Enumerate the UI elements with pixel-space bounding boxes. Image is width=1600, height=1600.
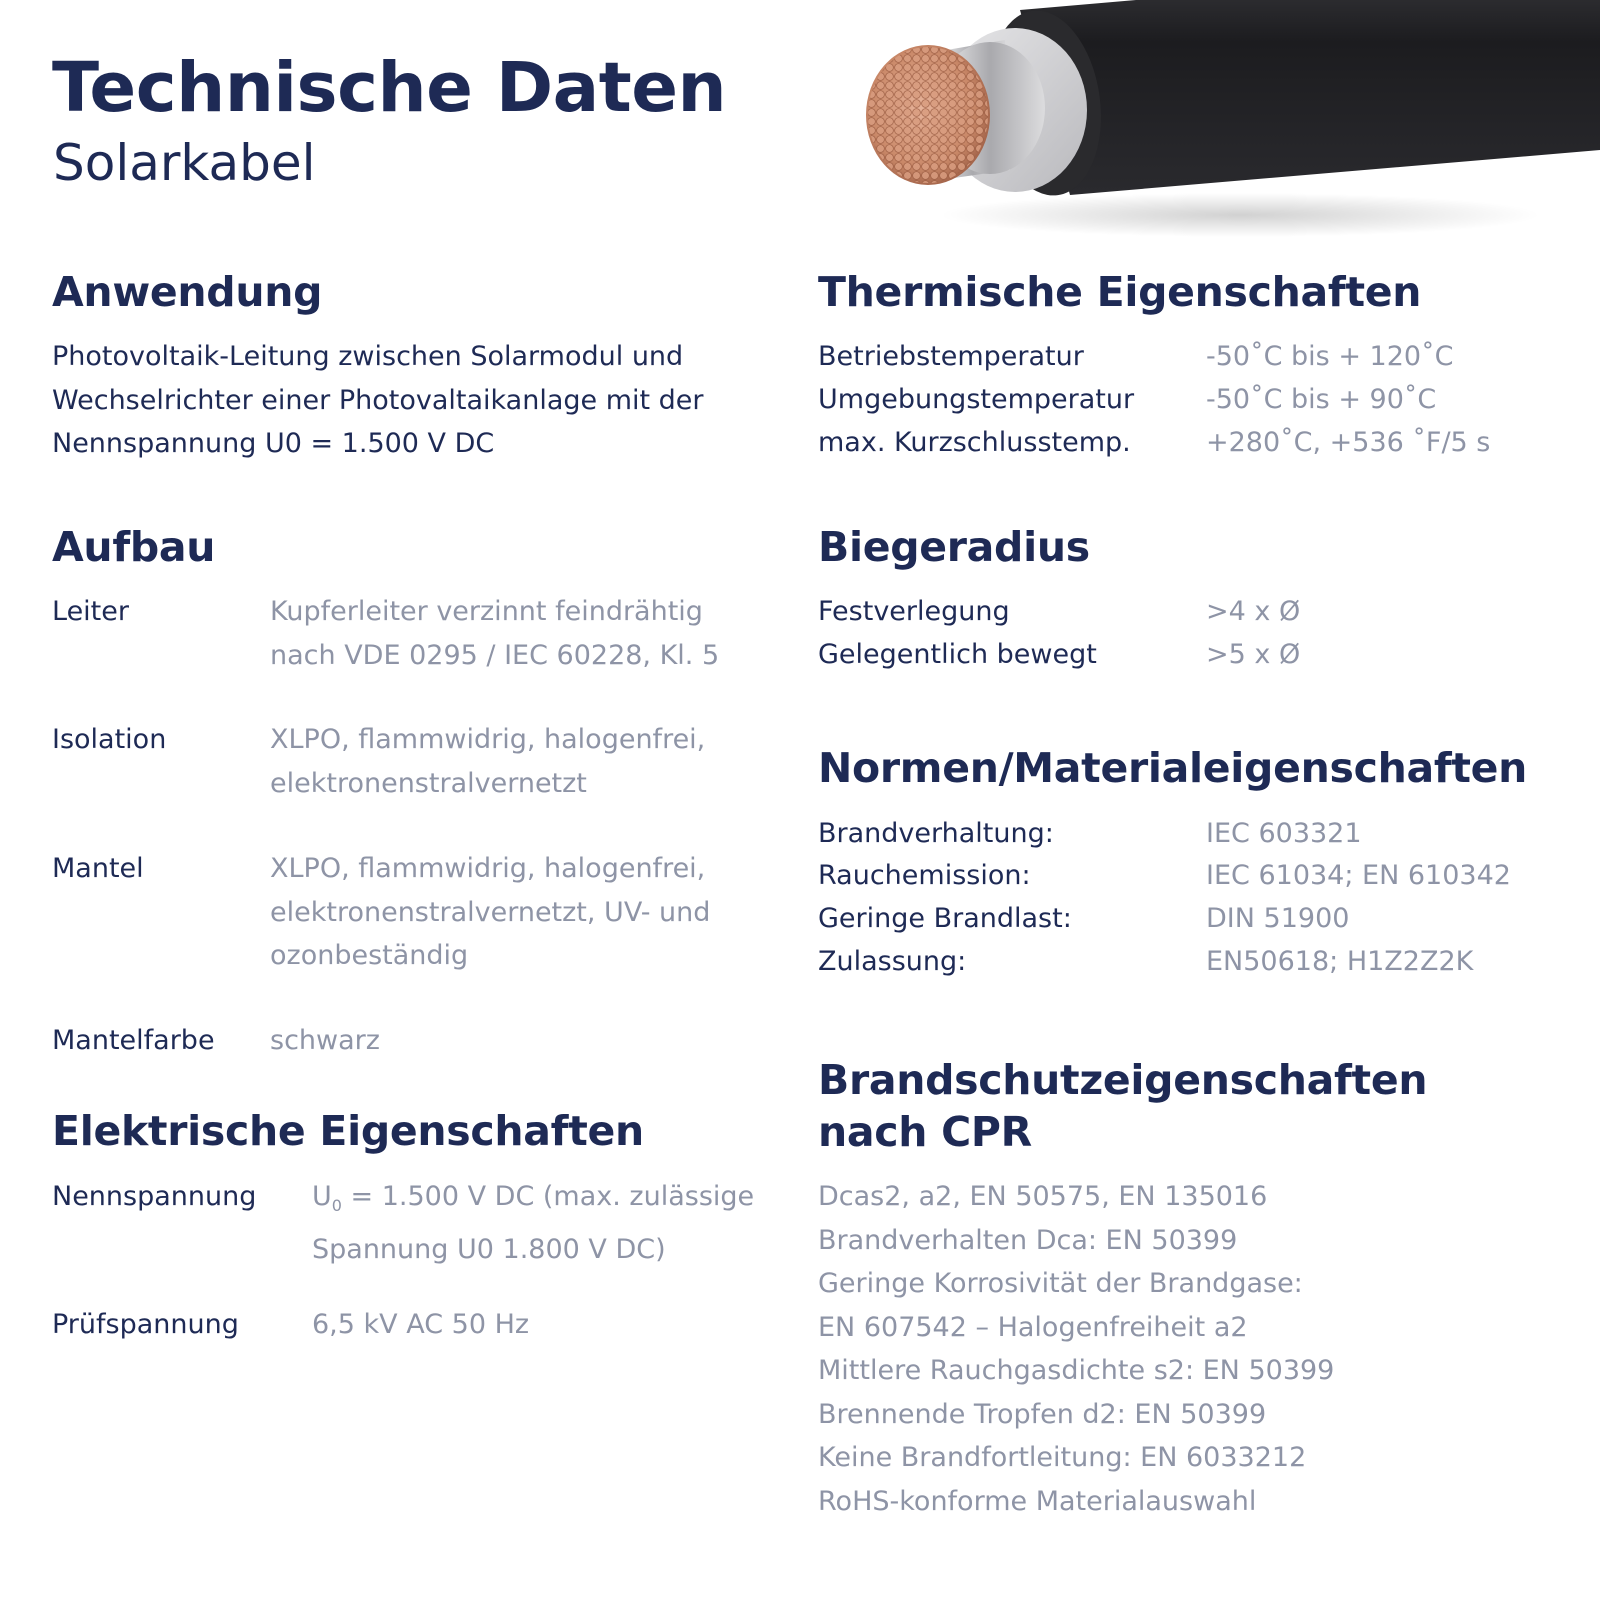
u-symbol: U	[312, 1181, 332, 1212]
brandschutz-line: Keine Brandfortleitung: EN 6033212	[818, 1442, 1307, 1473]
thermisch-value: -50˚C bis + 120˚C	[1206, 341, 1454, 372]
section-heading-elektrisch: Elektrische Eigenschaften	[52, 1107, 644, 1155]
aufbau-value	[270, 1019, 380, 1063]
normen-value: DIN 51900	[1206, 903, 1350, 934]
value-line: XLPO, flammwidrig, halogenfrei,	[270, 724, 706, 755]
heading-line: Brandschutzeigenschaften	[818, 1056, 1428, 1104]
anwendung-line: Photovoltaik-Leitung zwischen Solarmodul und	[52, 341, 684, 372]
thermisch-value: +280˚C, +536 ˚F/5 s	[1206, 427, 1491, 458]
aufbau-value	[270, 590, 719, 677]
brandschutz-line: EN 607542 – Halogenfreiheit a2	[818, 1311, 1248, 1343]
brandschutz-line: RoHS-konforme Materialauswahl	[818, 1485, 1257, 1517]
normen-label: Geringe Brandlast:	[818, 903, 1072, 934]
brandschutz-line: Brandverhalten Dca: EN 50399	[818, 1224, 1238, 1256]
aufbau-value	[270, 718, 705, 805]
heading-line: nach CPR	[818, 1108, 1032, 1156]
normen-label: Brandverhaltung:	[818, 818, 1054, 849]
section-heading-aufbau: Aufbau	[52, 523, 216, 571]
thermisch-label: max. Kurzschlusstemp.	[818, 427, 1131, 458]
value-line: nach VDE 0295 / IEC 60228, Kl. 5	[270, 639, 720, 671]
elektrisch-value: 6,5 kV AC 50 Hz	[312, 1309, 530, 1340]
section-heading-anwendung: Anwendung	[52, 268, 323, 316]
anwendung-line: Nennspannung U0 = 1.500 V DC	[52, 428, 495, 459]
value-line: Spannung U0 1.800 V DC)	[312, 1233, 666, 1265]
normen-value: IEC 61034; EN 610342	[1206, 860, 1511, 891]
page-title: Technische Daten	[52, 48, 727, 128]
value-line: schwarz	[270, 1025, 380, 1056]
normen-label: Rauchemission:	[818, 860, 1031, 891]
biegeradius-value: >4 x Ø	[1206, 596, 1301, 627]
brandschutz-list	[818, 1175, 1334, 1523]
anwendung-text	[52, 335, 704, 466]
value-line: Kupferleiter verzinnt feindrähtig	[270, 596, 703, 627]
thermisch-label: Umgebungstemperatur	[818, 384, 1135, 415]
aufbau-label: Isolation	[52, 724, 167, 755]
elektrisch-value	[312, 1175, 754, 1271]
anwendung-line: Wechselrichter einer Photovaltaikanlage mit der	[52, 384, 704, 416]
elektrisch-label: Nennspannung	[52, 1181, 257, 1212]
biegeradius-label: Gelegentlich bewegt	[818, 639, 1097, 670]
normen-label: Zulassung:	[818, 946, 967, 977]
section-heading-brandschutz	[818, 1054, 1427, 1158]
elektrisch-label: Prüfspannung	[52, 1309, 239, 1340]
brandschutz-line: Mittlere Rauchgasdichte s2: EN 50399	[818, 1355, 1335, 1386]
value-text: = 1.500 V DC (max. zulässige	[341, 1181, 755, 1212]
brandschutz-line: Dcas2, a2, EN 50575, EN 135016	[818, 1181, 1268, 1212]
page-subtitle: Solarkabel	[53, 134, 316, 192]
aufbau-label: Mantelfarbe	[52, 1025, 215, 1056]
biegeradius-label: Festverlegung	[818, 596, 1010, 627]
value-line: XLPO, flammwidrig, halogenfrei,	[270, 853, 706, 884]
value-line: elektronenstralvernetzt	[270, 767, 587, 799]
value-line: ozonbeständig	[270, 940, 469, 971]
value-line	[312, 1175, 754, 1228]
biegeradius-value: >5 x Ø	[1206, 639, 1301, 670]
thermisch-label: Betriebstemperatur	[818, 341, 1084, 372]
brandschutz-line: Geringe Korrosivität der Brandgase:	[818, 1268, 1303, 1299]
thermisch-value: -50˚C bis + 90˚C	[1206, 384, 1437, 415]
aufbau-label: Mantel	[52, 853, 144, 884]
brandschutz-line: Brennende Tropfen d2: EN 50399	[818, 1398, 1267, 1430]
normen-value: IEC 603321	[1206, 818, 1362, 849]
aufbau-label: Leiter	[52, 596, 129, 627]
solar-cable-image	[840, 0, 1600, 250]
value-line: elektronenstralvernetzt, UV- und	[270, 896, 711, 928]
u-subscript: 0	[331, 1196, 342, 1215]
normen-value: EN50618; H1Z2Z2K	[1206, 946, 1474, 977]
aufbau-value	[270, 847, 710, 978]
section-heading-normen: Normen/Materialeigenschaften	[818, 744, 1528, 792]
section-heading-thermisch: Thermische Eigenschaften	[818, 268, 1422, 316]
section-heading-biegeradius: Biegeradius	[818, 523, 1090, 571]
